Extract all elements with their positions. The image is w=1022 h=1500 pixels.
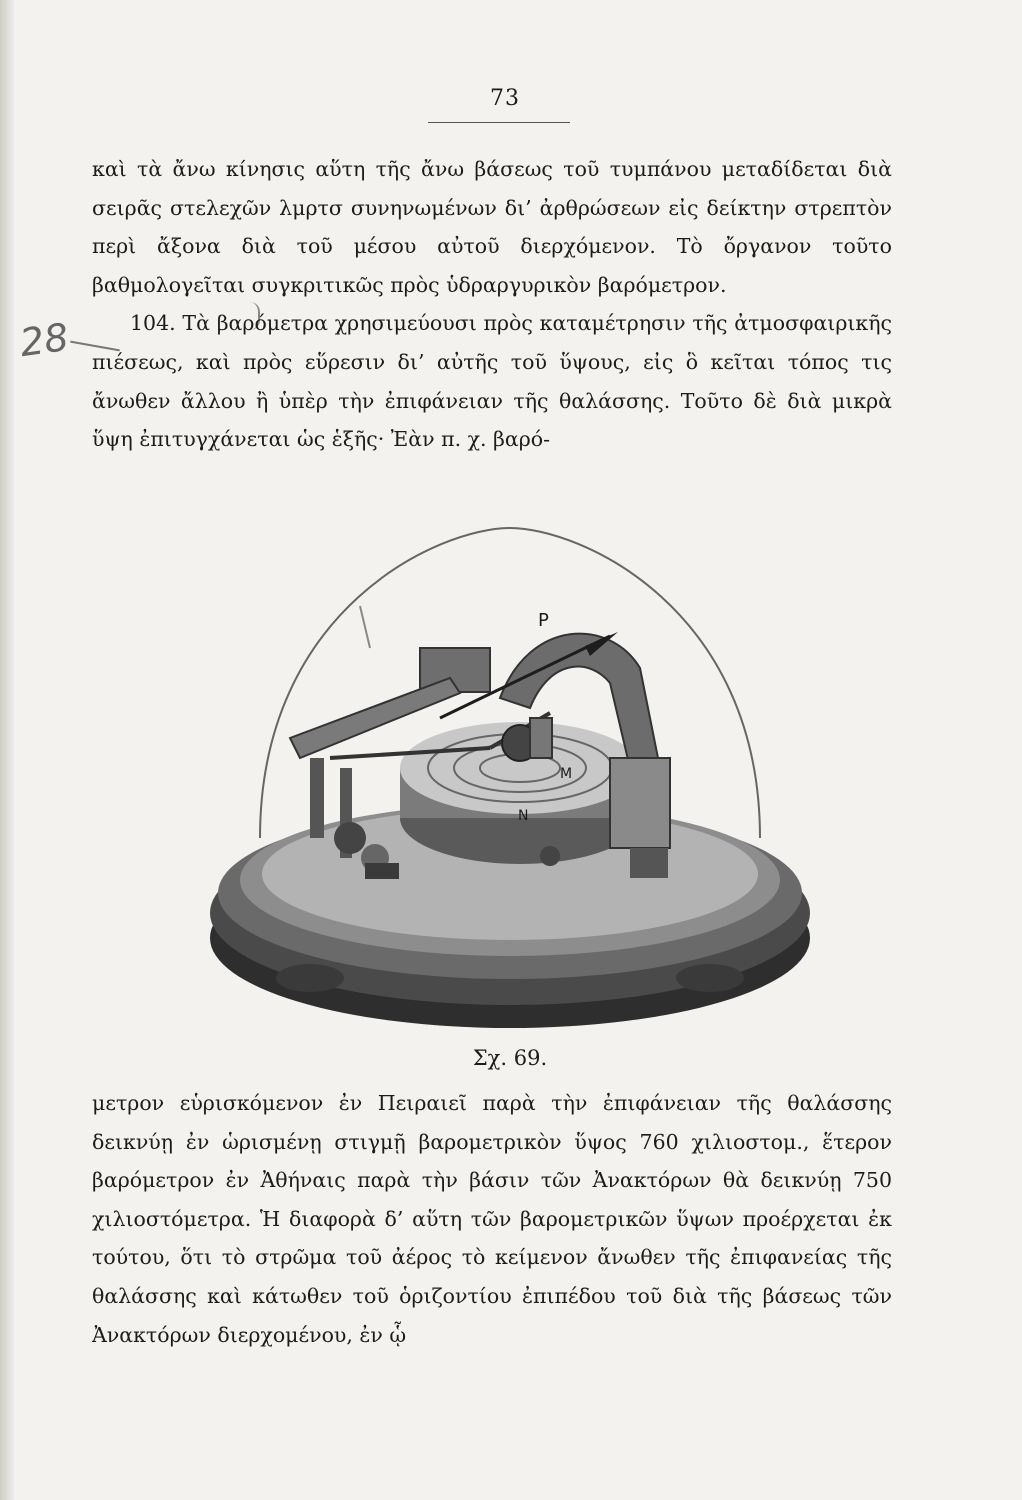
paragraph-continued-after-figure: μετρον εὑρισκόμενον ἐν Πειραιεῖ παρὰ τὴν ἐπιφάνειαν τῆς θαλάσσης δεικνύῃ ἐν ὡρισμένῃ στιγμῇ βαρομετρικὸν ὕψος 760 χιλιοστομ., ἕτερον βαρόμετρον ἐν Ἀθήναις παρὰ τὴν βάσιν τῶν Ἀνακτόρων θὰ δεικνύῃ 750 χιλιοστόμετρα. Ἡ διαφορὰ δ’ αὕτη τῶν βαρομετρικῶν ὕψων προέρχεται ἐκ τούτου, ὅτι τὸ στρῶμα τοῦ ἀέρος τὸ κείμενον ἄνωθεν τῆς ἐπιφανείας τῆς θαλάσσης καὶ κάτωθεν τοῦ ὁριζοντίου ἐπιπέδου τοῦ διὰ τῆς βάσεως τῶν Ἀνακτόρων διερχομένου, ἐν ᾧ	[92, 1091, 892, 1347]
right-support	[610, 758, 670, 848]
aneroid-barometer-illustration	[190, 508, 830, 1038]
page-number: 73	[490, 86, 520, 111]
page-number-rule	[428, 122, 570, 123]
bottom-text-block	[92, 1084, 892, 1354]
screw-knob	[540, 846, 560, 866]
figure-caption: Σχ. 69.	[472, 1046, 548, 1070]
paragraph-104: 104. Τὰ βαρόμετρα χρησιμεύουσι πρὸς καταμέτρησιν τῆς ἀτμοσφαιρικῆς πιέσεως, καὶ πρὸς εὕρεσιν δι’ αὐτῆς τοῦ ὕψους, εἰς ὃ κεῖται τόπος τις ἄνωθεν ἄλλου ἢ ὑπὲρ τὴν ἐπιφάνειαν τῆς θαλάσσης. Τοῦτο δὲ διὰ μικρὰ ὕψη ἐπιτυγχάνεται ὡς ἑξῆς· Ἐὰν π. χ. βαρό-	[92, 311, 892, 452]
top-text-block	[92, 150, 892, 459]
label-p: P	[538, 610, 549, 631]
handwritten-margin-note: 28	[17, 314, 72, 366]
paragraph-continuation: καὶ τὰ ἄνω κίνησις αὕτη τῆς ἄνω βάσεως τοῦ τυμπάνου μεταδίδεται διὰ σειρᾶς στελεχῶν λμρτσ συνηνωμένων δι’ ἀρθρώσεων εἰς δείκτην στρεπτὸν περὶ ἄξονα διὰ τοῦ μέσου αὐτοῦ διερχόμενον. Τὸ ὄργανον τοῦτο βαθμολογεῖται συγκριτικῶς πρὸς ὑδραργυρικὸν βαρόμετρον.	[92, 157, 892, 297]
page-edge-shadow	[0, 0, 14, 1500]
label-m: M	[560, 766, 573, 782]
label-n: N	[518, 808, 529, 824]
